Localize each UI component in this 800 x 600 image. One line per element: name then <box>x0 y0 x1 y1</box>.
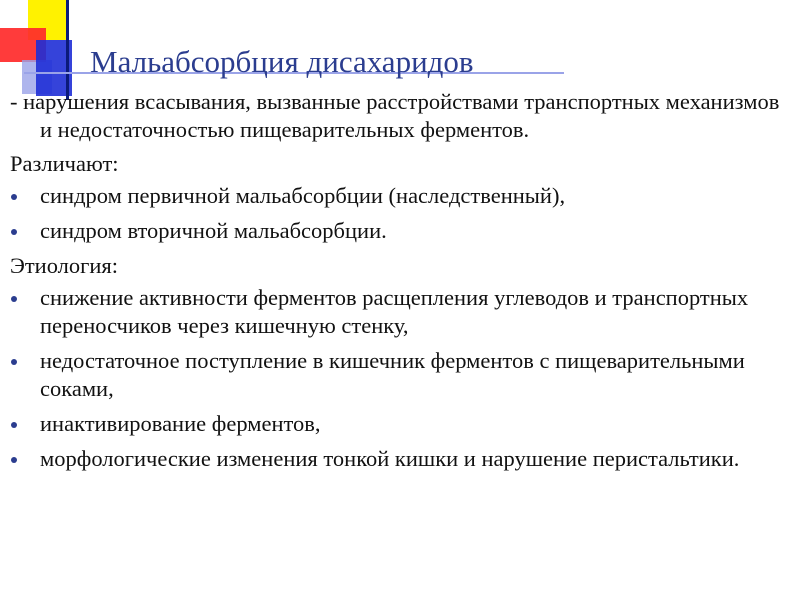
list-item: недостаточное поступление в кишечник ферментов с пищеварительными соками, <box>10 347 780 403</box>
list-item: инактивирование ферментов, <box>10 410 780 438</box>
definition-text: - нарушения всасывания, вызванные расстройствами транспортных механизмов и недостаточностью пищеварительных ферментов. <box>10 89 780 142</box>
deco-vertical-line <box>66 0 69 100</box>
list-item: снижение активности ферментов расщепления углеводов и транспортных переносчиков через кишечную стенку, <box>10 284 780 340</box>
slide-title: Мальабсорбция дисахаридов <box>90 44 474 79</box>
section-heading-types: Различают: <box>10 151 119 176</box>
section-heading-etiology: Этиология: <box>10 253 119 278</box>
list-item: синдром первичной мальабсорбции (наследственный), <box>10 182 780 210</box>
list-item: морфологические изменения тонкой кишки и нарушение перистальтики. <box>10 445 780 473</box>
slide-body <box>10 88 780 480</box>
types-list <box>10 182 780 245</box>
list-item: синдром вторичной мальабсорбции. <box>10 217 780 245</box>
etiology-list <box>10 284 780 473</box>
